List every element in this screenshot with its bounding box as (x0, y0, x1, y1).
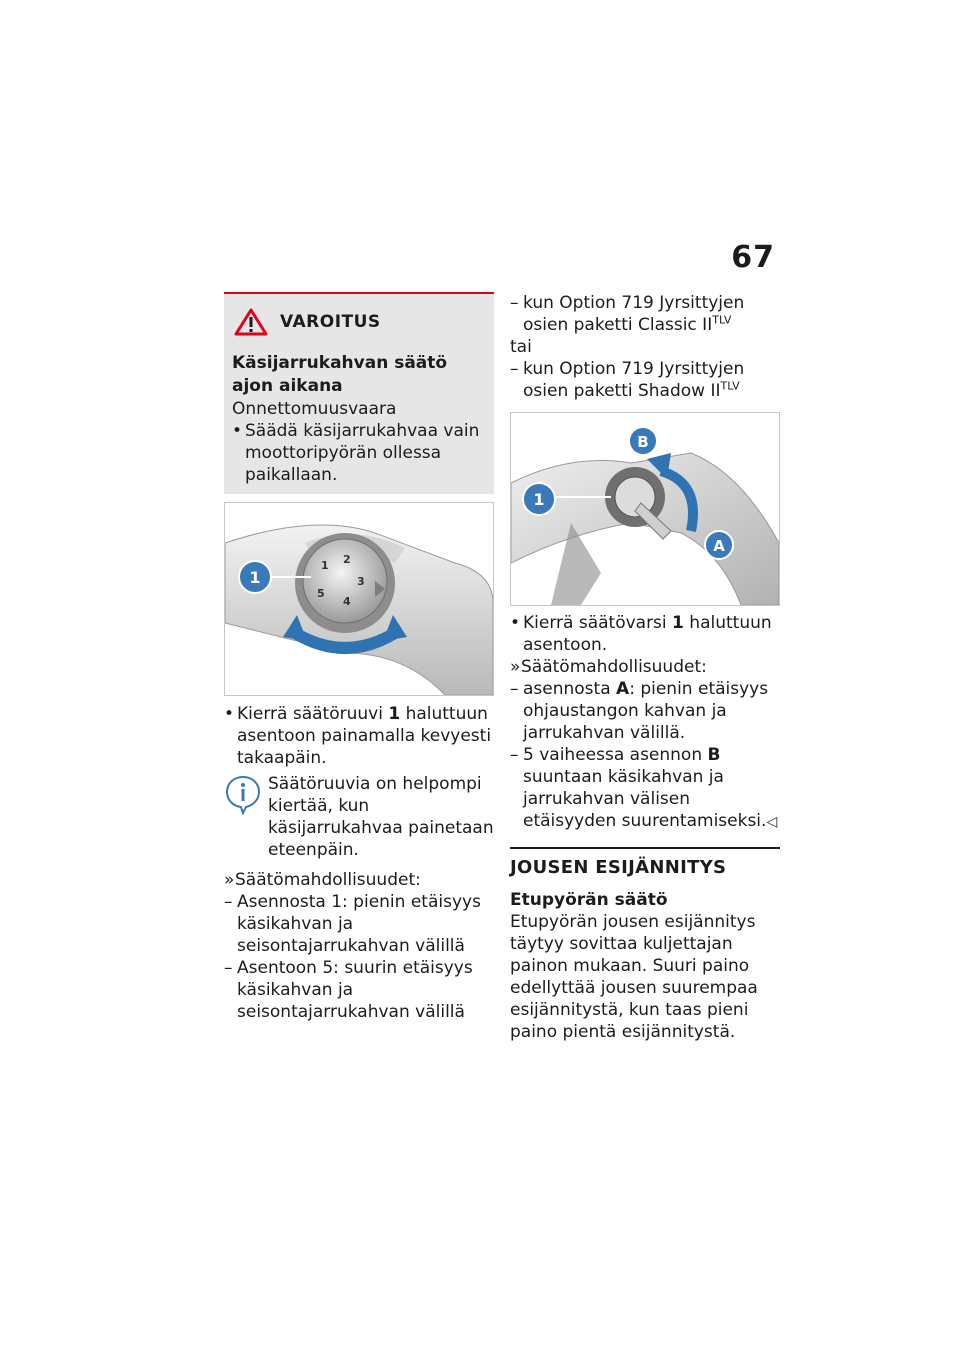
dash-mark: – (224, 892, 233, 912)
warning-hazard: Onnettomuusvaara (232, 399, 397, 419)
info-text: Säätöruuvia on helpompi kiertää, kun käsijarrukahvaa painetaan eteenpäin. (268, 774, 494, 860)
dial-number: 2 (343, 553, 351, 566)
dial-number: 5 (317, 587, 325, 600)
warning-subtitle: Käsijarrukahvan säätö ajon aikana (232, 353, 448, 396)
step-ref-number: 1 (388, 704, 401, 724)
option-item (224, 957, 494, 1023)
callout-label: B (637, 433, 649, 451)
option-text: asennosta (523, 679, 617, 699)
bullet-mark: • (510, 613, 521, 633)
warning-box (224, 292, 494, 494)
dash-mark: – (510, 293, 519, 313)
subsection-title: Etupyörän säätö (510, 890, 668, 910)
option-text: 5 vaiheessa asennon (523, 745, 708, 765)
dash-mark: – (510, 745, 519, 765)
info-note (224, 773, 494, 861)
lever-illustration (511, 413, 779, 605)
option-ref: A (616, 679, 630, 699)
condition-superscript: TLV (712, 313, 732, 327)
option-text: suuntaan käsikahvan ja jarrukahvan välisen etäisyyden suurentamiseksi. (523, 767, 767, 831)
step-text: Kierrä säätöruuvi (237, 704, 389, 724)
condition-superscript: TLV (720, 379, 740, 393)
or-text: tai (510, 337, 532, 357)
step-ref-number: 1 (672, 613, 684, 633)
left-column (224, 292, 494, 1023)
warning-bullet (232, 420, 486, 486)
section-title: JOUSEN ESIJÄNNITYS (510, 857, 727, 878)
result-text: Säätömahdollisuudet: (521, 657, 707, 677)
result-mark: » (224, 870, 235, 890)
body-paragraph: Etupyörän jousen esijännitys täytyy sovittaa kuljettajan painon mukaan. Suuri paino edellyttää jousen suurempaa esijännitystä, kun taas pieni paino pientä esijännitystä. (510, 912, 758, 1042)
end-of-section-icon: ◁ (766, 814, 778, 830)
bullet-mark: • (232, 421, 243, 441)
option-text: : pienin etäisyys ohjaustangon kahvan ja jarrukahvan välillä. (523, 679, 769, 743)
condition-item (510, 292, 780, 336)
dash-mark: – (510, 359, 519, 379)
condition-text: kun Option 719 Jyrsittyjen osien paketti Shadow II (523, 359, 745, 401)
dial-number: 3 (357, 575, 365, 588)
step-text: haluttuun asentoon. (523, 613, 772, 655)
option-text: Asennosta 1: pienin etäisyys käsikahvan ja seisontajarrukahvan välillä (237, 892, 481, 956)
result-line (224, 869, 494, 891)
option-item (510, 744, 780, 833)
option-text: Asentoon 5: suurin etäisyys käsikahvan ja seisontajarrukahvan välillä (237, 958, 473, 1022)
page-number: 67 (731, 240, 775, 275)
dial-illustration (225, 503, 493, 695)
figure-adjuster-dial (224, 502, 494, 696)
dial-number: 1 (321, 559, 329, 572)
dash-mark: – (224, 958, 233, 978)
condition-item (510, 358, 780, 402)
result-text: Säätömahdollisuudet: (235, 870, 421, 890)
callout-label: 1 (533, 490, 545, 509)
step-instruction (224, 703, 494, 769)
section-divider (510, 847, 780, 1043)
warning-triangle-icon (234, 308, 268, 336)
callout-label: 1 (249, 568, 261, 587)
right-column (510, 292, 780, 1043)
result-mark: » (510, 657, 521, 677)
step-text: haluttuun asentoon painamalla kevyesti takaapäin. (237, 704, 492, 768)
bullet-mark: • (224, 704, 235, 724)
warning-title: VAROITUS (280, 312, 381, 332)
option-item (510, 678, 780, 744)
warning-header (232, 308, 486, 336)
step-text: Kierrä säätövarsi (523, 613, 673, 633)
dial-number: 4 (343, 595, 351, 608)
info-icon (224, 773, 262, 815)
figure-adjuster-lever (510, 412, 780, 606)
step-instruction (510, 612, 780, 656)
warning-bullet-text: Säädä käsijarrukahvaa vain moottoripyörän ollessa paikallaan. (245, 421, 480, 485)
result-line (510, 656, 780, 678)
dash-mark: – (510, 679, 519, 699)
option-item (224, 891, 494, 957)
callout-label: A (713, 537, 725, 555)
option-ref: B (707, 745, 721, 765)
condition-text: kun Option 719 Jyrsittyjen osien paketti Classic II (523, 293, 745, 335)
